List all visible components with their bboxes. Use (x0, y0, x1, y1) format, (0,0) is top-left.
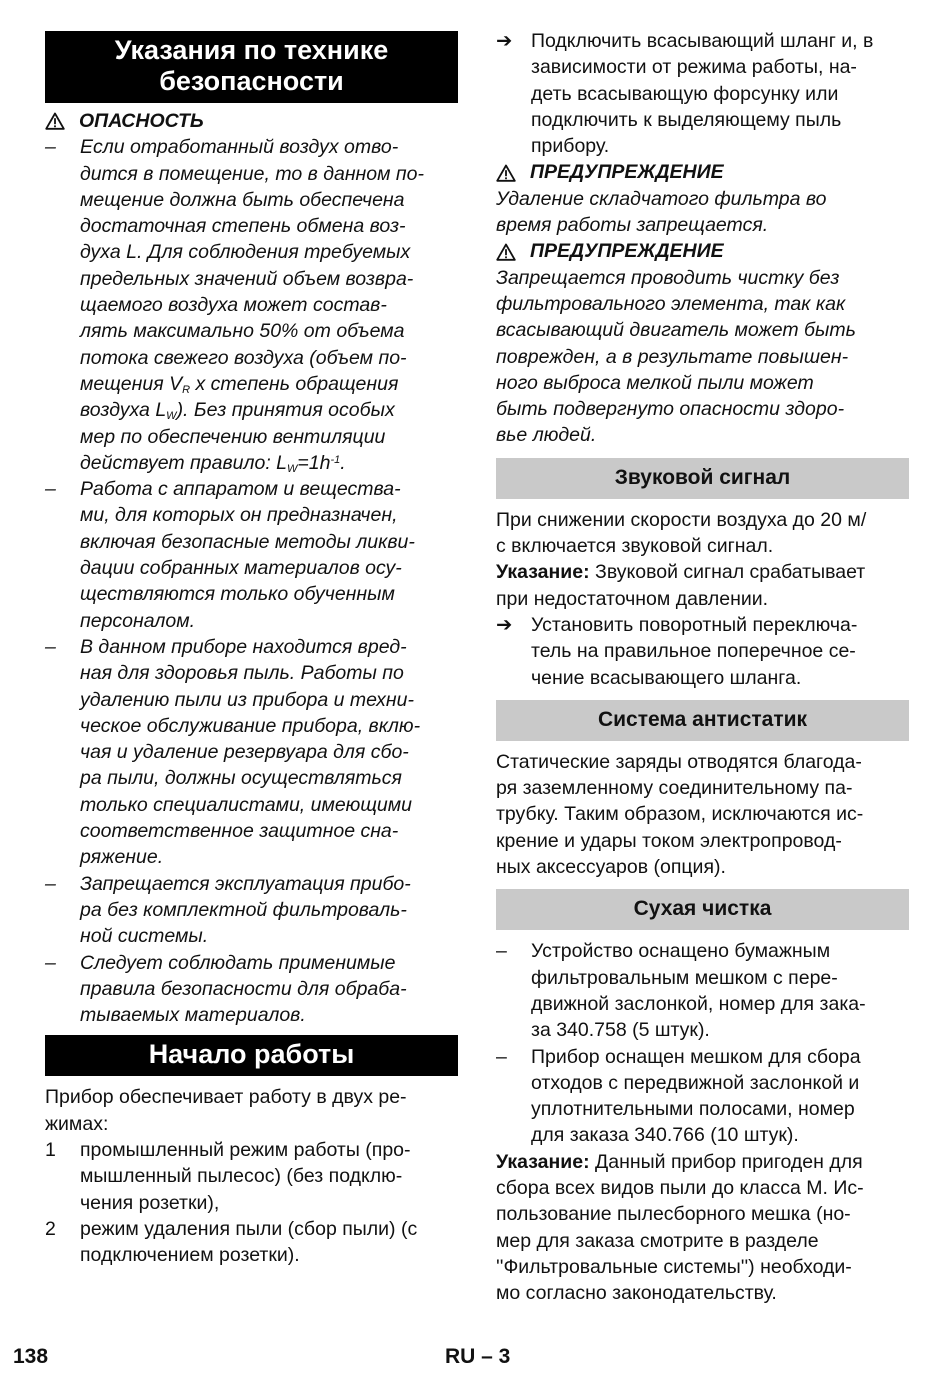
warning-2-text: Запрещается проводить чистку без фильтровального элемента, так как всасывающий двигатель может быть поврежден, а в результате повышен- ного выброса мелкой пыли может быть подвергнуто опасности здоро- вье людей. (496, 266, 856, 447)
danger-item-4: Запрещается эксплуатация прибо- ра без комплектной фильтроваль- ной системы. (80, 872, 411, 948)
warning-1-text: Удаление складчатого фильтра во время работы запрещается. (496, 187, 827, 237)
note-label: Указание: (496, 561, 590, 584)
warning-title: ПРЕДУПРЕЖДЕНИЕ (530, 161, 724, 184)
dash-marker: – (45, 136, 56, 159)
arrow-icon: ➔ (496, 30, 513, 52)
danger-item-3: В данном приборе находится вред- ная для здоровья пыль. Работы по удалению пыли из прибора и техни- ческое обслуживание прибора, вклю- чая и удаление резервуара для сбо- ра пыли, должны осуществляться только специалистами, имеющими соответственное защитное сна- ряжение. (80, 635, 421, 869)
danger-item-5: Следует соблюдать применимые правила безопасности для обраба- тываемых материалов. (80, 951, 407, 1027)
list-item (496, 612, 909, 691)
signal-text: При снижении скорости воздуха до 20 м/ с включается звуковой сигнал. (496, 508, 867, 558)
warning-triangle-icon (45, 112, 65, 130)
list-item (45, 634, 458, 871)
dash-marker: – (496, 1045, 507, 1068)
dash-marker: – (45, 478, 56, 501)
list-item (45, 871, 458, 950)
note-label: Указание: (496, 1150, 590, 1173)
safety-heading: Указания по технике безопасности (45, 31, 458, 103)
list-item (45, 1216, 458, 1269)
dash-marker: – (45, 872, 56, 895)
dash-marker: – (45, 951, 56, 974)
signal-step: Установить поворотный переключа- тель на правильное поперечное се- чение всасывающего шланга. (531, 613, 858, 689)
arrow-icon: ➔ (496, 613, 513, 636)
list-item (496, 28, 909, 159)
dry-heading: Сухая чистка (496, 889, 909, 930)
dry-note: Указание: Данный прибор пригоден для сбора всех видов пыли до класса М. Ис- пользование пылесборного мешка (но- мер для заказа смотрите в разделе ''Фильтровальные системы'') необходи- мо согласно законодательству. (496, 1150, 864, 1305)
list-item (496, 1044, 909, 1149)
page-number: 138 (13, 1345, 49, 1368)
list-item (45, 134, 458, 476)
signal-note: Указание: Звуковой сигнал срабатывает при недостаточном давлении. (496, 561, 866, 610)
mode-number: 2 (45, 1217, 56, 1240)
connect-step: Подключить всасывающий шланг и, в зависимости от режима работы, на- деть всасывающую форсунку или подключить к выделяющему пыль прибору. (531, 30, 874, 158)
list-item (45, 476, 458, 634)
danger-title-row (45, 108, 458, 134)
warning-title-row (496, 159, 909, 185)
list-item (496, 938, 909, 1043)
list-item (45, 950, 458, 1029)
warning-triangle-icon (496, 164, 516, 182)
danger-title: ОПАСНОСТЬ (79, 110, 204, 132)
dry-item-1: Устройство оснащено бумажным фильтровальным мешком с пере- движной заслонкой, номер для зака- за 340.758 (5 штук). (531, 940, 866, 1042)
section-label: RU – 3 (445, 1345, 511, 1368)
antistatic-heading: Система антистатик (496, 700, 909, 741)
antistatic-text: Статические заряды отводятся благода- ря заземленному соединительному па- трубку. Таким образом, исключаются ис- крение и удары током электропровод- ных аксессуаров (опция). (496, 750, 864, 879)
danger-item-1: Если отработанный воздух отво- дится в помещение, то в данном по- мещение должна быть обеспечена достаточная степень обмена воз- духа L. Для соблюдения требуемых предельных значений объем возвра- щаемого воздуха может состав- лять максимально 50% от объема потока свежего воздуха (объем по- мещения $V_R$ x степень обращения воздуха $L_W$). Без принятия особых мер по обеспечению вентиляции действует правило: $L_W=1h^{-1}$. (80, 136, 424, 475)
list-item (45, 1137, 458, 1216)
mode-number: 1 (45, 1138, 56, 1161)
warning-title-row (496, 238, 909, 264)
signal-heading: Звуковой сигнал (496, 458, 909, 499)
mode-1-text: промышленный режим работы (про- мышленный пылесос) (без подклю- чения розетки), (80, 1138, 411, 1214)
mode-2-text: режим удаления пыли (сбор пыли) (с подключением розетки). (80, 1217, 418, 1267)
dash-marker: – (45, 635, 56, 658)
danger-item-2: Работа с аппаратом и вещества- ми, для которых он предназначен, включая безопасные методы ликви- дации собранных материалов осу- ществляются только обученным персоналом. (80, 478, 415, 632)
start-intro: Прибор обеспечивает работу в двух ре- жимах: (45, 1086, 407, 1135)
warning-title: ПРЕДУПРЕЖДЕНИЕ (530, 240, 724, 263)
right-column (496, 28, 909, 1306)
dash-marker: – (496, 940, 507, 963)
left-column (45, 31, 458, 1268)
warning-triangle-icon (496, 243, 516, 261)
start-heading: Начало работы (45, 1035, 458, 1076)
dry-item-2: Прибор оснащен мешком для сбора отходов с передвижной заслонкой и уплотнительными полосами, номер для заказа 340.766 (10 штук). (531, 1045, 861, 1147)
